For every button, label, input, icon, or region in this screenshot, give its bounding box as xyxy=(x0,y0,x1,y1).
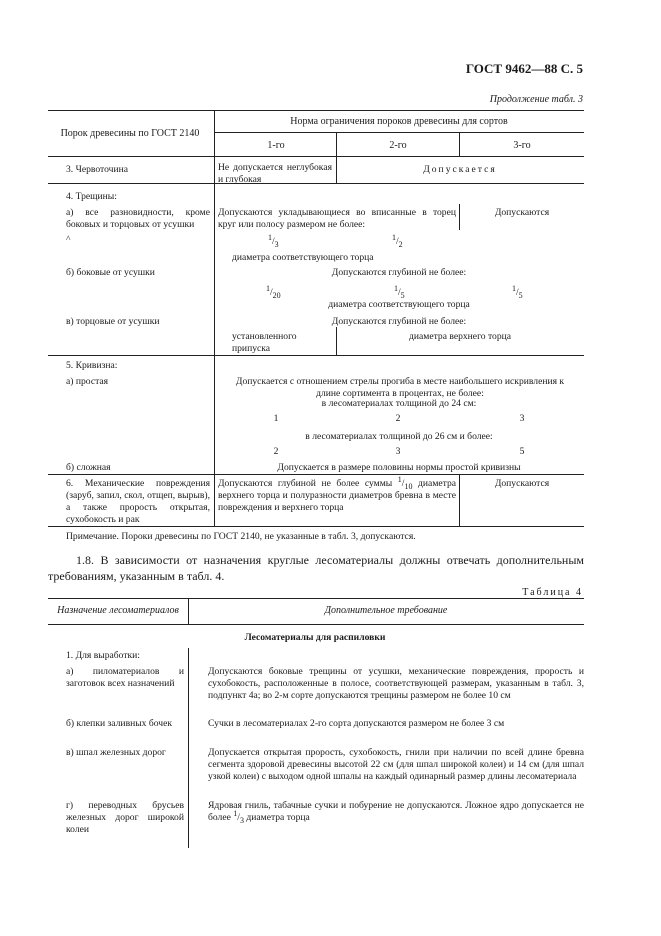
t3-r5a-v2-g3: 5 xyxy=(519,446,525,457)
t3-bottom-rule xyxy=(48,526,584,527)
fraction-numerator: 1 xyxy=(397,474,402,484)
paragraph-1-8: 1.8. В зависимости от назначения круглые лесоматериалы должны отвечать дополнительным требованиям, указанным в табл. 4. xyxy=(48,553,584,583)
t3-col-divider xyxy=(214,110,215,526)
t3-r5a-sub2: в лесоматериалах толщиной до 26 см и более: xyxy=(305,431,493,442)
t3-r5a-v1-g3: 3 xyxy=(519,413,525,424)
t3-r5-label: 5. Кривизна: xyxy=(66,360,118,371)
t3-r6-post: диаметра верхнего торца и полуразности диаметров бревна в месте повреждения и верхнего торца xyxy=(218,478,457,513)
t3-r6-pre: Допускаются глубиной не более суммы xyxy=(218,478,393,489)
t3-col-norm: Норма ограничения пороков древесины для сортов xyxy=(290,116,508,127)
t3-r4c-grade1: установленного припуска xyxy=(232,331,297,354)
t4-body-divider xyxy=(188,648,189,848)
t3-r4b-label: б) боковые от усушки xyxy=(66,267,155,278)
t3-note: Примечание. Пороки древесины по ГОСТ 2140, не указанные в табл. 3, допускаются. xyxy=(66,531,416,542)
t3-r5a-v2-g2: 3 xyxy=(395,446,401,457)
t4-d-label: г) переводных брусьев железных дорог широкой колеи xyxy=(66,800,184,835)
fraction-numerator: 1 xyxy=(266,283,270,293)
t4-c-label: в) шпал железных дорог xyxy=(66,747,166,758)
t3-r4a-grade3: Допускаются xyxy=(494,207,550,218)
fraction-denominator: 3 xyxy=(274,239,279,249)
t4-d-post: диаметра торца xyxy=(246,812,310,823)
t3-grade-3: 3-го xyxy=(513,140,531,151)
t3-r5a-v1-g2: 2 xyxy=(395,413,401,424)
t4-top-rule xyxy=(48,598,584,599)
t3-r4a-fraction-1: $^1/_3$ xyxy=(268,232,279,249)
t4-col-purpose: Назначение лесоматериалов xyxy=(57,605,179,616)
t3-grade-2: 2-го xyxy=(389,140,407,151)
t3-row5-rule xyxy=(48,474,584,475)
t3-r4c-text: Допускаются глубиной не более: xyxy=(331,316,467,327)
fraction-denominator: 2 xyxy=(398,239,403,249)
t3-r4b-fraction-1: $^1/_{20}$ xyxy=(266,283,281,300)
t4-a-text: Допускаются боковые трещины от усушки, механические повреждения, прорость и сухобокость, расположенные в полосе, соответствующей размерам, указанным в табл. 3, подпункт 4а; во 2-м сорте допускаются трещины размером не более 10 см xyxy=(208,666,584,701)
t4-section-title: Лесоматериалы для распиловки xyxy=(244,632,386,643)
t4-b-label: б) клепки заливных бочек xyxy=(66,718,173,729)
t4-header-rule xyxy=(48,624,584,625)
page-header: ГОСТ 9462—88 С. 5 xyxy=(465,61,583,76)
t3-r5a-v1-g1: 1 xyxy=(273,413,279,424)
t4-a-label: а) пиломатериалов и заготовок всех назначений xyxy=(66,666,184,689)
t3-r5b-text: Допускается в размере половины нормы простой кривизны xyxy=(277,462,521,473)
t3-grade-1: 1-го xyxy=(267,140,285,151)
t4-d-pre: Ядровая гниль, табачные сучки и побурение не допускаются. Ложное ядро допускается не более xyxy=(208,800,584,823)
fraction-denominator: 5 xyxy=(518,290,523,300)
t4-caption: Таблица 4 xyxy=(522,587,583,598)
t3-grade-divider-2 xyxy=(459,132,460,156)
t3-r4a-mark: ^ xyxy=(66,234,71,245)
fraction-denominator: 20 xyxy=(272,290,281,300)
t3-r4b-tail: диаметра соответствующего торца xyxy=(328,299,470,310)
t3-r4a-grade12: Допускаются укладывающиеся во вписанные в торец круг или полосу размером не более: xyxy=(218,207,456,230)
fraction-denominator: 10 xyxy=(404,481,413,491)
t3-r6-grade3: Допускаются xyxy=(494,478,550,489)
t4-d-text: Ядровая гниль, табачные сучки и побурение не допускаются. Ложное ядро допускается не более $^1/_3$ диаметра торца xyxy=(208,800,584,825)
t4-b-text: Сучки в лесоматериалах 2-го сорта допускаются размером не более 3 см xyxy=(208,718,505,729)
t3-header-mid-rule xyxy=(214,132,584,133)
t3-r4a-tail: диаметра соответствующего торца xyxy=(232,252,374,263)
t3-r3-label: 3. Червоточина xyxy=(66,164,128,175)
t4-header-divider xyxy=(188,598,189,624)
t3-r6-divider xyxy=(459,474,460,526)
t4-col-req: Дополнительное требование xyxy=(324,605,448,616)
t3-r5a-sub1: в лесоматериалах толщиной до 24 см: xyxy=(321,398,477,409)
t3-r4c-grade23: диаметра верхнего торца xyxy=(408,331,512,342)
t3-r4b-text: Допускаются глубиной не более: xyxy=(331,267,467,278)
t3-grade-divider-1 xyxy=(336,132,337,183)
t3-r4a-label: а) все разновидности, кроме боковых и торцовых от усушки xyxy=(66,207,210,230)
t3-col-defect: Порок древесины по ГОСТ 2140 xyxy=(60,128,200,139)
t3-header-bottom-rule xyxy=(48,156,584,157)
continuation-label: Продолжение табл. 3 xyxy=(489,94,583,105)
t4-c-text: Допускается открытая прорость, сухобокость, гнили при наличии по всей длине бревна сегмента здоровой древесины высотой 22 см (для шпал широкой колеи) и 14 см (для шпал узкой колеи) с выходом одной шпалы на каждый одинарный размер длины лесоматериала xyxy=(208,747,584,782)
t3-r3-grade23: Допускается xyxy=(423,164,497,175)
fraction-numerator: 1 xyxy=(268,232,272,242)
fraction-numerator: 1 xyxy=(233,808,238,818)
t3-r6-label: 6. Механические повреждения (заруб, запил, скол, отщеп, вырыв), а также прорость открытая, сухобокость и рак xyxy=(66,478,210,525)
t3-r3-grade1: Не допускается неглубокая и глубокая xyxy=(218,162,332,185)
t3-r5a-label: а) простая xyxy=(66,376,109,387)
fraction-denominator: 5 xyxy=(400,290,405,300)
t3-r5a-v2-g1: 2 xyxy=(273,446,279,457)
fraction-numerator: 1 xyxy=(394,283,398,293)
t3-r4b-fraction-2: $^1/_5$ xyxy=(394,283,405,300)
fraction-numerator: 1 xyxy=(392,232,396,242)
t3-r5b-label: б) сложная xyxy=(66,462,111,473)
t3-r4c-divider xyxy=(336,327,337,355)
fraction-denominator: 3 xyxy=(239,815,244,825)
t3-r6-grade12: Допускаются глубиной не более суммы $^1/_{10}$ диаметра верхнего торца и полуразности диаметров бревна в месте повреждения и верхнего торца xyxy=(218,474,457,513)
fraction-numerator: 1 xyxy=(512,283,516,293)
t3-top-rule xyxy=(48,110,584,111)
t3-r5a-text: Допускается с отношением стрелы прогиба в месте наибольшего искривления к длине сортимента в процентах, не более: xyxy=(235,376,565,399)
t3-r4a-divider xyxy=(459,204,460,230)
t3-r4a-fraction-2: $^1/_2$ xyxy=(392,232,403,249)
t3-r4c-label: в) торцовые от усушки xyxy=(66,316,160,327)
t4-item1: 1. Для выработки: xyxy=(66,650,140,661)
t3-row4-rule xyxy=(48,355,584,356)
t3-r4-label: 4. Трещины: xyxy=(66,191,117,202)
t3-r4b-fraction-3: $^1/_5$ xyxy=(512,283,523,300)
